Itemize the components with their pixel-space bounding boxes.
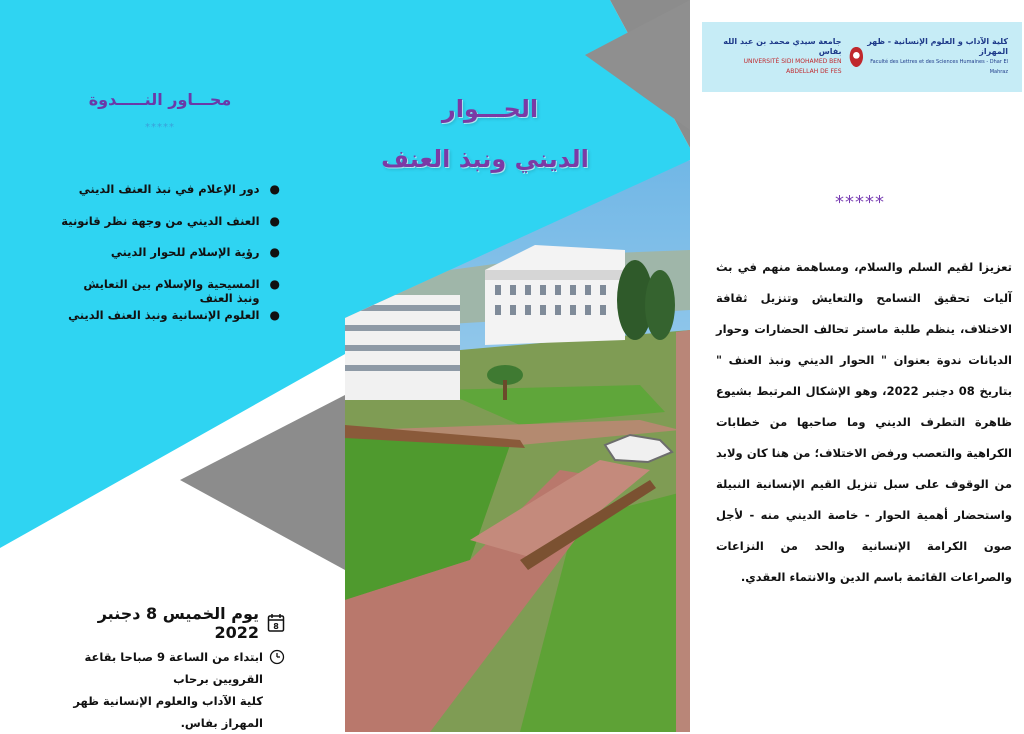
bullet-icon: ● [269, 182, 280, 196]
clock-icon [269, 649, 285, 665]
event-time-row [60, 646, 285, 734]
logo-line-3: كلية الآداب و العلوم الإنسانية - ظهر المهراز [867, 37, 1008, 56]
calendar-day: 8 [273, 622, 279, 631]
axis-item-text: دور الإعلام في نبذ العنف الديني [78, 182, 260, 196]
faculty-logo-text [864, 37, 1008, 77]
event-time-line-2: كلية الآداب والعلوم الإنسانية ظهر المهراز بفاس. [73, 694, 263, 730]
intro-paragraph: تعزيزا لقيم السلم والسلام، ومساهمة منهم في بث آليات تحقيق التسامح والتعايش وتنزيل ثقافة الاختلاف، ينظم طلبة ماستر تحالف الحضارات وحوار الديانات ندوة بعنوان " الحوار الديني ونبذ العنف " بتاريخ 08 دجنبر 2022، وهو الإشكال المرتبط بشيوع ظاهرة التطرف الديني وما صاحبها من خطابات الكراهية والتعصب ورفض الاختلاف؛ من هنا كان ولابد من الوقوف على سبل تنزيل القيم الإنسانية النبيلة واستحضار أهمية الحوار - خاصة الديني منه - لأجل صون الكرامة الإنسانية والحد من النزاعات والصراعات القائمة باسم الدين والانتماء العقدي. [716, 260, 1013, 584]
event-date-row [70, 604, 285, 642]
title-line-1: الحـــوار [441, 95, 539, 123]
event-location [60, 646, 263, 734]
list-item [60, 277, 280, 309]
logo-line-1: جامعة سيدي محمد بن عبد الله بفاس [723, 37, 842, 56]
axes-stars: ***** [145, 122, 175, 133]
title-line-2: الديني ونبذ العنف [381, 145, 589, 173]
axis-item-text: المسيحية والإسلام بين التعايش ونبذ العنف [83, 276, 260, 305]
list-item [60, 182, 280, 214]
event-date: يوم الخميس 8 دجنبر 2022 [97, 604, 259, 642]
bullet-icon: ● [269, 308, 280, 322]
logo-line-2: UNIVERSITÉ SIDI MOHAMED BEN ABDELLAH DE FES [743, 58, 842, 75]
axes-heading: محـــاور النـــــدوة [88, 90, 232, 109]
list-item [60, 245, 280, 277]
university-emblem-icon [848, 43, 865, 71]
list-item [60, 308, 280, 340]
logo-line-4: Faculté des Lettres et des Sciences Humaines - Dhar El Mahraz [870, 59, 1008, 75]
axis-item-text: رؤية الإسلام للحوار الديني [110, 245, 260, 259]
axis-item-text: العنف الديني من وجهة نظر قانونية [61, 213, 260, 228]
intro-stars: ***** [835, 192, 885, 213]
logo-text [712, 37, 842, 77]
bullet-icon: ● [269, 276, 280, 291]
calendar-icon [267, 613, 285, 633]
event-time-line-1: ابتداء من الساعة 9 صباحا بقاعة القرويين برحاب [84, 650, 263, 686]
axis-item-text: العلوم الإنسانية ونبذ العنف الديني [68, 308, 260, 322]
bullet-icon: ● [269, 245, 280, 259]
list-item [60, 214, 280, 246]
university-logo-bar [702, 22, 1022, 92]
axes-list [60, 182, 280, 340]
bullet-icon: ● [269, 213, 280, 228]
